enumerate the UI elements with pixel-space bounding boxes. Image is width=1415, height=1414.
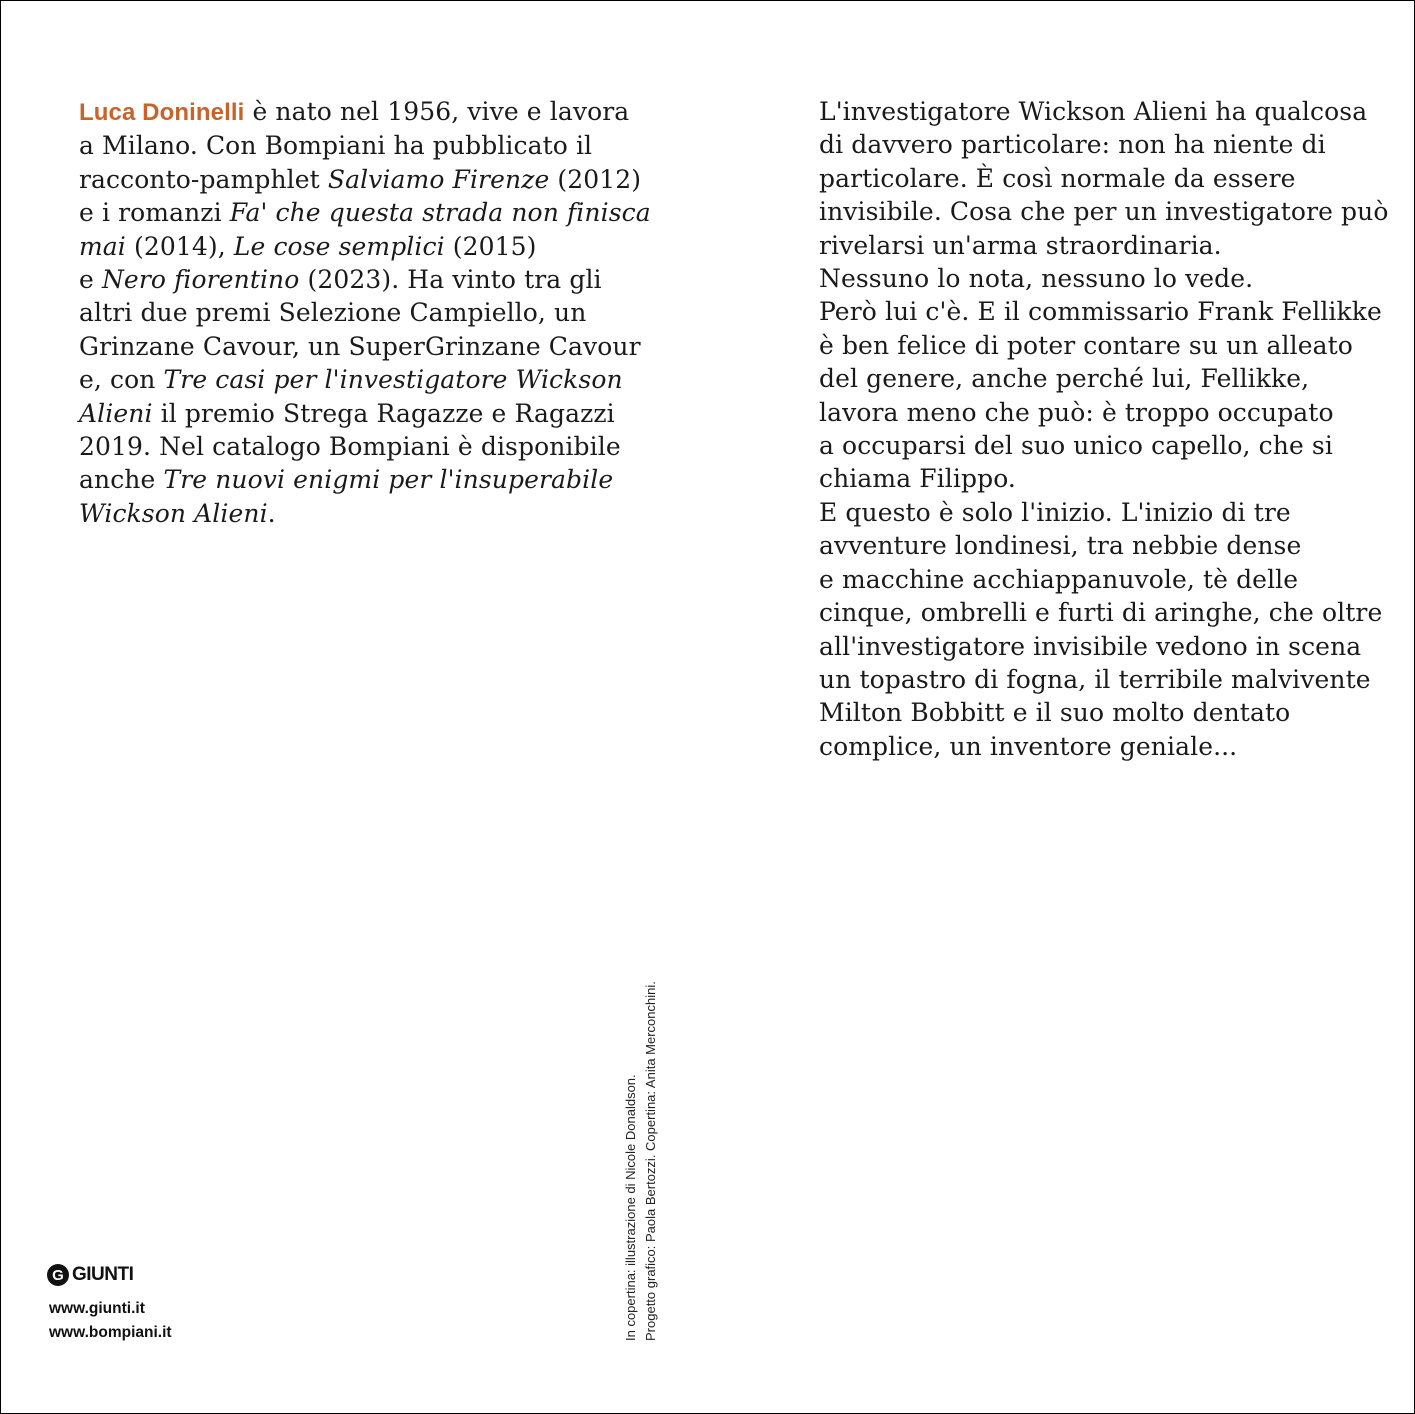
book-blurb bbox=[819, 95, 1389, 763]
blurb-line: chiama Filippo. bbox=[819, 464, 1016, 494]
bio-line: e Nero fiorentino (2023). Ha vinto tra gli bbox=[79, 265, 602, 295]
blurb-line: Però lui c'è. E il commissario Frank Fellikke bbox=[819, 297, 1382, 327]
giunti-logo bbox=[47, 1263, 133, 1287]
blurb-line: lavora meno che può: è troppo occupato bbox=[819, 397, 1334, 427]
blurb-line: un topastro di fogna, il terribile malvivente bbox=[819, 664, 1371, 694]
blurb-line: Milton Bobbitt e il suo molto dentato bbox=[819, 698, 1291, 728]
bompiani-url: www.bompiani.it bbox=[49, 1324, 172, 1341]
blurb-line: e macchine acchiappanuvole, tè delle bbox=[819, 564, 1299, 594]
giunti-url: www.giunti.it bbox=[49, 1300, 145, 1317]
blurb-line: L'investigatore Wickson Alieni ha qualcosa bbox=[819, 97, 1368, 126]
bio-line: e i romanzi Fa' che questa strada non finisca bbox=[79, 198, 651, 228]
blurb-line: cinque, ombrelli e furti di aringhe, che oltre bbox=[819, 598, 1383, 628]
blurb-line: E questo è solo l'inizio. L'inizio di tre bbox=[819, 497, 1291, 527]
author-bio bbox=[79, 95, 651, 530]
publisher-links bbox=[49, 1297, 172, 1345]
author-name: Luca Doninelli bbox=[79, 99, 245, 126]
blurb-line: complice, un inventore geniale... bbox=[819, 731, 1238, 761]
blurb-line: del genere, anche perché lui, Fellikke, bbox=[819, 364, 1310, 394]
bio-line: Wickson Alieni. bbox=[79, 498, 276, 528]
bio-line: racconto-pamphlet Salviamo Firenze (2012) bbox=[79, 164, 642, 194]
credit-illustration: In copertina: illustrazione di Nicole Donaldson. bbox=[623, 1074, 638, 1341]
blurb-line: a occuparsi del suo unico capello, che si bbox=[819, 431, 1333, 461]
blurb-line: di davvero particolare: non ha niente di bbox=[819, 130, 1326, 160]
cover-credits bbox=[621, 981, 661, 1341]
blurb-line: è ben felice di poter contare su un alleato bbox=[819, 330, 1353, 360]
blurb-line: all'investigatore invisibile vedono in scena bbox=[819, 631, 1362, 661]
blurb-line: particolare. È così normale da essere bbox=[819, 163, 1296, 193]
bio-line: mai (2014), Le cose semplici (2015) bbox=[79, 231, 537, 261]
bio-line: altri due premi Selezione Campiello, un bbox=[79, 298, 587, 328]
credit-design: Progetto grafico: Paola Bertozzi. Copertina: Anita Merconchini. bbox=[643, 981, 658, 1341]
bio-line: anche Tre nuovi enigmi per l'insuperabile bbox=[79, 465, 614, 495]
bio-line: 2019. Nel catalogo Bompiani è disponibile bbox=[79, 432, 621, 462]
giunti-logo-text: GIUNTI bbox=[72, 1264, 134, 1285]
bio-line: Grinzane Cavour, un SuperGrinzane Cavour bbox=[79, 331, 641, 361]
blurb-line: rivelarsi un'arma straordinaria. bbox=[819, 230, 1222, 260]
bio-line: Luca Doninelli è nato nel 1956, vive e lavora bbox=[79, 97, 630, 126]
bio-line: Alieni il premio Strega Ragazze e Ragazzi bbox=[79, 398, 615, 428]
bio-line: a Milano. Con Bompiani ha pubblicato il bbox=[79, 131, 593, 161]
giunti-logo-icon: G bbox=[47, 1264, 69, 1286]
blurb-line: invisibile. Cosa che per un investigatore può bbox=[819, 197, 1389, 227]
bio-line: e, con Tre casi per l'investigatore Wickson bbox=[79, 365, 623, 395]
blurb-line: Nessuno lo nota, nessuno lo vede. bbox=[819, 264, 1254, 294]
blurb-line: avventure londinesi, tra nebbie dense bbox=[819, 531, 1302, 561]
